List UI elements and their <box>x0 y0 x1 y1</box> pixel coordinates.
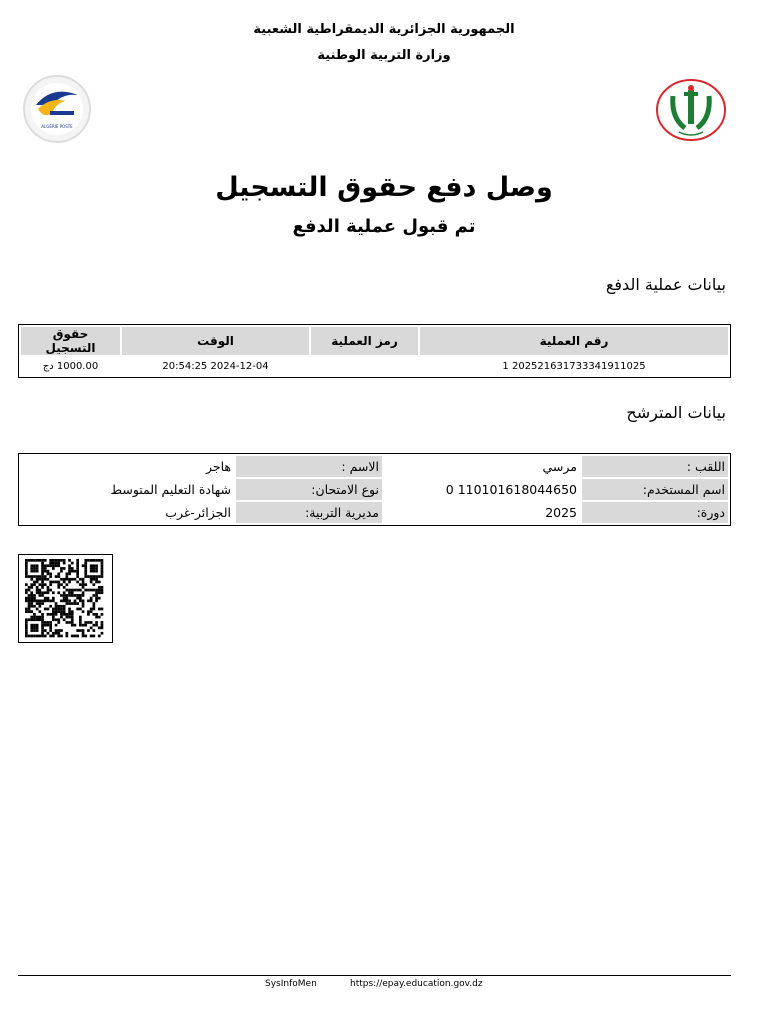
qr-code <box>18 554 113 643</box>
session-label: دورة: <box>582 502 728 523</box>
algerie-poste-logo <box>22 75 92 143</box>
table-row <box>21 357 728 375</box>
operation-time: 2024-12-04 20:54:25 <box>162 360 269 372</box>
directorate-label: مديرية التربية: <box>236 502 382 523</box>
table-row <box>21 479 728 500</box>
operation-number: 202521631733341911025 1 <box>502 360 646 372</box>
column-registration-fee: حقوق التسجيل <box>21 327 120 355</box>
operation-code <box>311 357 418 375</box>
exam-type-value: شهادة التعليم المتوسط <box>110 482 231 497</box>
column-operation-number: رقم العملية <box>420 327 728 355</box>
candidate-section-title: بيانات المترشح <box>626 403 726 422</box>
table-row <box>21 456 728 477</box>
surname-label: اللقب : <box>582 456 728 477</box>
footer-system-name: SysInfoMen <box>265 979 317 989</box>
footer-divider <box>18 975 731 976</box>
ministry-header: وزارة التربية الوطنية <box>317 48 451 63</box>
ministry-education-logo <box>655 78 727 142</box>
column-operation-code: رمز العملية <box>311 327 418 355</box>
exam-type-label: نوع الامتحان: <box>236 479 382 500</box>
session-value: 2025 <box>545 505 577 520</box>
surname-value: مرسي <box>542 459 577 474</box>
candidate-table <box>18 453 731 526</box>
firstname-value: هاجر <box>205 459 231 474</box>
payment-table <box>18 324 731 378</box>
receipt-title: وصل دفع حقوق التسجيل <box>215 172 553 203</box>
payment-section-title: بيانات عملية الدفع <box>605 275 726 294</box>
payment-table-header <box>21 327 728 355</box>
registration-fee: 1000.00 دج <box>42 360 99 372</box>
username-label: اسم المستخدم: <box>582 479 728 500</box>
firstname-label: الاسم : <box>236 456 382 477</box>
payment-status: تم قبول عملية الدفع <box>292 216 476 237</box>
username-value: 110101618044650 0 <box>445 482 577 497</box>
table-row <box>21 502 728 523</box>
logo-caption: ALGÉRIE POSTE <box>41 124 73 129</box>
directorate-value: الجزائر-غرب <box>165 505 231 520</box>
republic-header: الجمهورية الجزائرية الديمقراطية الشعبية <box>253 22 515 37</box>
column-time: الوقت <box>122 327 309 355</box>
footer-url: https://epay.education.gov.dz <box>350 979 483 989</box>
